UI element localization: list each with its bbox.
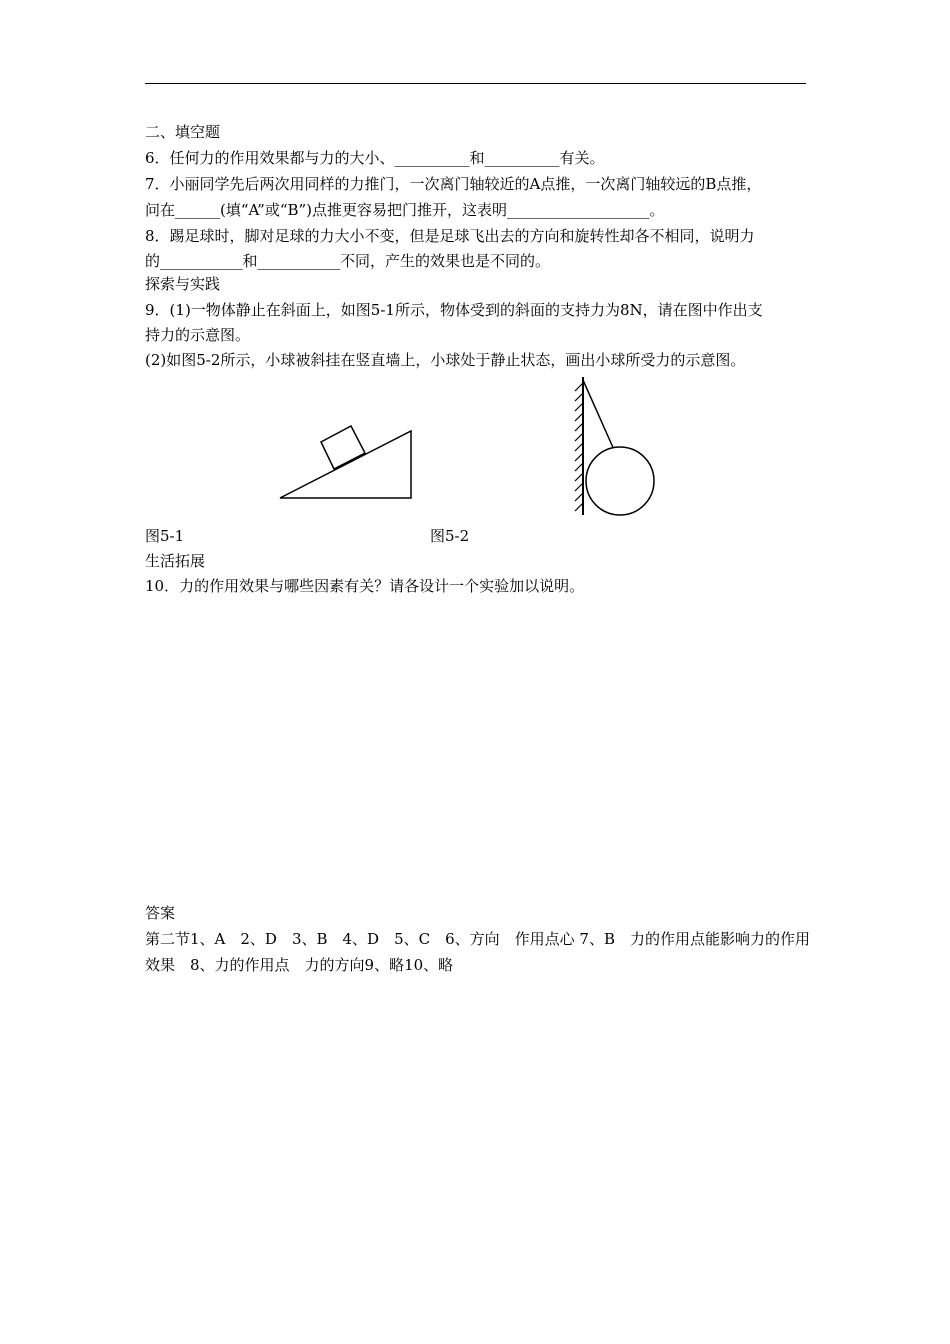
figure-5-2-hanging-ball: [560, 375, 670, 520]
question-7-line-2: 问在______(填“A”或“B”)点推更容易把门推开，这表明___________________。: [145, 201, 665, 219]
figure-5-2-caption: 图5-2: [430, 527, 470, 545]
question-10: 10．力的作用效果与哪些因素有关？请各设计一个实验加以说明。: [145, 577, 585, 595]
wall-hatching: [575, 383, 583, 511]
hanging-string: [583, 380, 615, 452]
answer-line-2: 效果 8、力的作用点 力的方向9、略10、略: [145, 956, 454, 974]
hanging-ball: [586, 447, 654, 515]
answer-line-1: 第二节1、A 2、D 3、B 4、D 5、C 6、方向 作用点心 7、B 力的作用点能影响力的作用: [145, 930, 810, 948]
header-rule: [145, 83, 806, 84]
question-8-line-1: 8．踢足球时，脚对足球的力大小不变，但是足球飞出去的方向和旋转性却各不相同，说明力: [145, 227, 755, 245]
question-6: 6．任何力的作用效果都与力的大小、__________和__________有关。: [145, 149, 605, 167]
question-9-line-2: 持力的示意图。: [145, 326, 251, 344]
answer-title: 答案: [145, 904, 176, 922]
section-title-explore: 探索与实践: [145, 275, 221, 293]
question-9-line-3: (2)如图5-2所示，小球被斜挂在竖直墙上，小球处于静止状态，画出小球所受力的示意图。: [145, 351, 746, 369]
question-9-line-1: 9．(1)一物体静止在斜面上，如图5-1所示，物体受到的斜面的支持力为8N，请在图中作出支: [145, 301, 763, 319]
question-7-line-1: 7．小丽同学先后两次用同样的力推门，一次离门轴较近的A点推，一次离门轴较远的B点推，: [145, 175, 762, 193]
block-on-incline: [321, 426, 365, 469]
figure-5-1-incline: [270, 420, 420, 505]
question-8-line-2: 的___________和___________不同，产生的效果也是不同的。: [145, 252, 551, 270]
section-title-life: 生活拓展: [145, 552, 206, 570]
section-title-fill-in: 二、填空题: [145, 123, 221, 141]
figure-5-1-caption: 图5-1: [145, 527, 185, 545]
